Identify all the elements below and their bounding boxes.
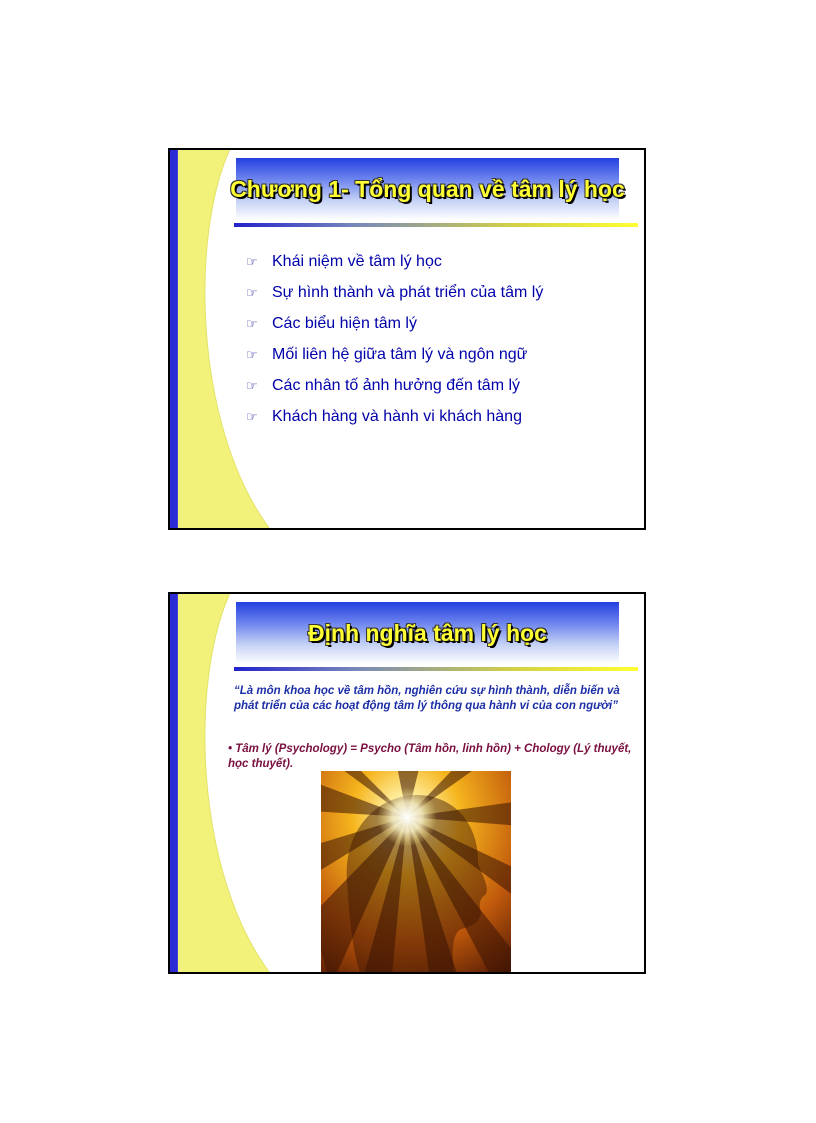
- head-silhouette-image: [321, 771, 511, 974]
- pointing-hand-icon: ☞: [246, 253, 258, 269]
- psychology-definition: • Tâm lý (Psychology) = Psycho (Tâm hồn, linh hồn) + Chology (Lý thuyết, học thuyết).: [228, 743, 632, 770]
- list-item: [246, 339, 543, 370]
- slide-1-title: Chương 1- Tổng quan về tâm lý học: [230, 175, 625, 202]
- slide-1-title-bar: [230, 158, 625, 220]
- bullet-text: Sự hình thành và phát triển của tâm lý: [272, 283, 544, 301]
- list-item: [246, 308, 543, 339]
- pointing-hand-icon: ☞: [246, 315, 258, 331]
- pointing-hand-icon: ☞: [246, 408, 258, 424]
- list-item: [246, 246, 543, 277]
- bullet-text: Các nhân tố ảnh hưởng đến tâm lý: [272, 376, 521, 394]
- slide-2-title-bar: [236, 602, 619, 664]
- slide-2: [168, 592, 646, 974]
- slide-1-bullet-list: [246, 246, 543, 432]
- slide-2-title: Định nghĩa tâm lý học: [308, 619, 547, 646]
- pointing-hand-icon: ☞: [246, 284, 258, 300]
- slide-1: [168, 148, 646, 530]
- list-item: [246, 370, 543, 401]
- slide-1-title-underline: [234, 223, 638, 227]
- bullet-text: Mối liên hệ giữa tâm lý và ngôn ngữ: [272, 345, 528, 363]
- definition-quote: “Là môn khoa học về tâm hồn, nghiên cứu sự hình thành, diễn biến và phát triển của các hoạt động tâm lý thông qua hành vi của con người”: [234, 685, 620, 712]
- bullet-text: Khái niệm về tâm lý học: [272, 252, 442, 270]
- bullet-text: Khách hàng và hành vi khách hàng: [272, 407, 522, 425]
- pointing-hand-icon: ☞: [246, 346, 258, 362]
- list-item: [246, 401, 543, 432]
- slide-2-title-underline: [234, 667, 638, 671]
- list-item: [246, 277, 543, 308]
- bullet-text: Các biểu hiện tâm lý: [272, 314, 417, 332]
- pointing-hand-icon: ☞: [246, 377, 258, 393]
